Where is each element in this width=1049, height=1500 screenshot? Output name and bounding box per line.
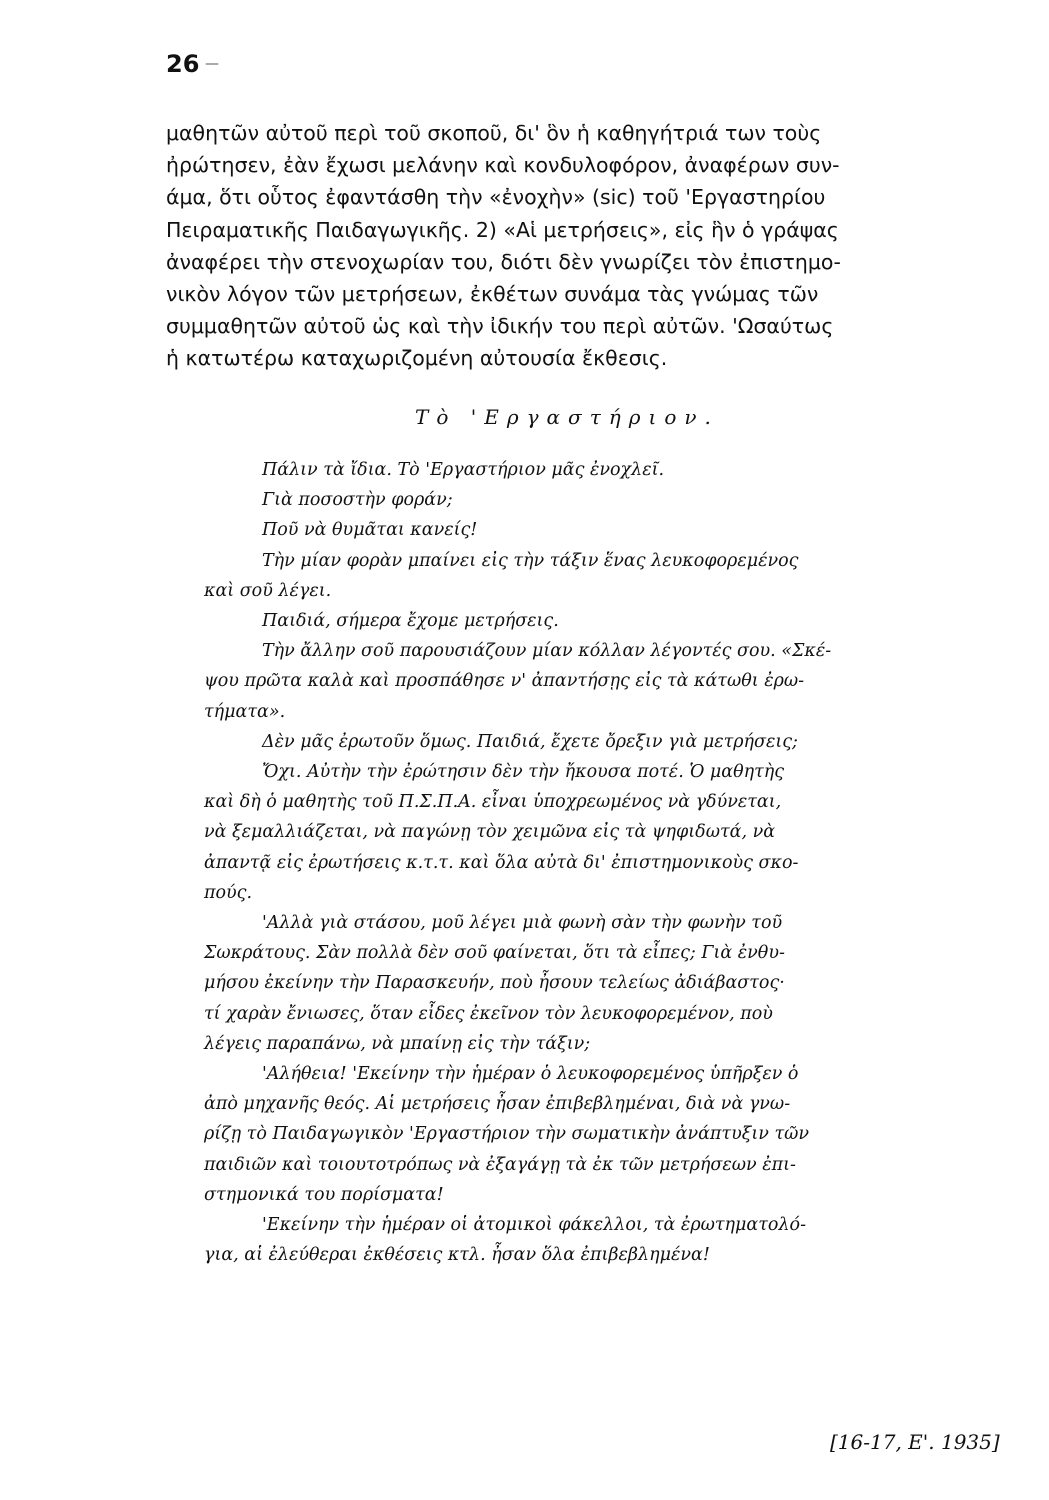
essay-line: 'Εκείνην τὴν ἡμέραν οἱ ἀτομικοὶ φάκελλοι, τὰ ἐρωτηματολό-: [262, 1215, 806, 1236]
essay-line: καὶ σοῦ λέγει.: [204, 580, 332, 601]
essay-line: ρίζῃ τὸ Παιδαγωγικὸν 'Εργαστήριον τὴν σωματικὴν ἀνάπτυξιν τῶν: [204, 1124, 810, 1145]
essay-line: ψου πρῶτα καλὰ καὶ προσπάθησε ν' ἀπαντήσῃς εἰς τὰ κάτωθι ἐρω-: [204, 671, 805, 692]
intro-line: ἠρώτησεν, ἐὰν ἔχωσι μελάνην καὶ κονδυλοφόρον, ἀναφέρων συν-: [166, 153, 840, 178]
essay-date: [16-17, Ε'. 1935]: [830, 1430, 1000, 1454]
intro-line: νικὸν λόγον τῶν μετρήσεων, ἐκθέτων συνάμα τὰς γνώμας τῶν: [166, 282, 819, 307]
essay-line: ἀπὸ μηχανῆς θεός. Αἱ μετρήσεις ἦσαν ἐπιβεβλημέναι, διὰ νὰ γνω-: [204, 1094, 791, 1115]
essay-line: Τὴν μίαν φορὰν μπαίνει εἰς τὴν τάξιν ἕνας λευκοφορεμένος: [262, 550, 799, 571]
page-dash: —: [205, 56, 219, 72]
essay-body: [204, 455, 984, 1270]
essay-line: λέγεις παραπάνω, νὰ μπαίνῃ εἰς τὴν τάξιν;: [204, 1033, 591, 1054]
essay-line: 'Αλήθεια! 'Εκείνην τὴν ἡμέραν ὁ λευκοφορεμένος ὑπῆρξεν ὁ: [262, 1064, 799, 1085]
essay-line: Σωκράτους. Σὰν πολλὰ δὲν σοῦ φαίνεται, ὅτι τὰ εἶπες; Γιὰ ἐνθυ-: [204, 943, 785, 964]
essay-line: μήσου ἐκείνην τὴν Παρασκευήν, ποὺ ἦσουν τελείως ἀδιάβαστος·: [204, 973, 785, 994]
essay-line: καὶ δὴ ὁ μαθητὴς τοῦ Π.Σ.Π.Α. εἶναι ὑποχρεωμένος νὰ γδύνεται,: [204, 792, 782, 813]
essay-line: πούς.: [204, 882, 253, 903]
intro-line: μαθητῶν αὐτοῦ περὶ τοῦ σκοποῦ, δι' ὃν ἡ καθηγήτριά των τοὺς: [166, 121, 822, 145]
intro-line: ἡ κατωτέρω καταχωριζομένη αὐτουσία ἔκθεσις.: [166, 346, 668, 371]
essay-line: τί χαρὰν ἔνιωσες, ὅταν εἶδες ἐκεῖνον τὸν λευκοφορεμένον, ποὺ: [204, 1003, 773, 1024]
essay-line: Παιδιά, σήμερα ἔχομε μετρήσεις.: [262, 611, 559, 632]
essay-line: 'Αλλὰ γιὰ στάσου, μοῦ λέγει μιὰ φωνὴ σὰν τὴν φωνὴν τοῦ: [262, 913, 783, 934]
intro-line: άμα, ὅτι οὗτος ἐφαντάσθη τὴν «ἐνοχὴν» (sic) τοῦ 'Εργαστηρίου: [166, 185, 826, 210]
essay-line: Πάλιν τὰ ἴδια. Τὸ 'Εργαστήριον μᾶς ἐνοχλεῖ.: [262, 460, 665, 480]
essay-line: για, αἱ ἐλεύθεραι ἐκθέσεις κτλ. ἦσαν ὅλα ἐπιβεβλημένα!: [204, 1245, 710, 1266]
intro-line: Πειραματικῆς Παιδαγωγικῆς. 2) «Αἱ μετρήσεις», εἰς ἣν ὁ γράψας: [166, 217, 839, 242]
essay-line: νὰ ξεμαλλιάζεται, νὰ παγώνῃ τὸν χειμῶνα εἰς τὰ ψηφιδωτά, νὰ: [204, 822, 776, 843]
essay-line: τήματα».: [204, 701, 286, 722]
essay-line: Γιὰ ποσοστὴν φοράν;: [262, 490, 453, 511]
essay-line: στημονικά του πορίσματα!: [204, 1184, 444, 1205]
essay-line: παιδιῶν καὶ τοιουτοτρόπως νὰ ἐξαγάγῃ τὰ ἐκ τῶν μετρήσεων ἐπι-: [204, 1154, 796, 1175]
page-number: 26: [166, 50, 200, 78]
essay-line: Ποῦ νὰ θυμᾶται κανείς!: [262, 520, 478, 541]
essay-title: Τὸ 'Εργαστήριον.: [415, 405, 719, 429]
essay-line: ἀπαντᾷ εἰς ἐρωτήσεις κ.τ.τ. καὶ ὅλα αὐτὰ δι' ἐπιστημονικοὺς σκο-: [204, 852, 799, 873]
intro-paragraph: [166, 117, 986, 375]
essay-line: Ὄχι. Αὐτὴν τὴν ἐρώτησιν δὲν τὴν ἤκουσα ποτέ. Ὁ μαθητὴς: [262, 762, 785, 783]
essay-line: Τὴν ἄλλην σοῦ παρουσιάζουν μίαν κόλλαν λέγοντές σου. «Σκέ-: [262, 641, 832, 662]
intro-line: ἀναφέρει τὴν στενοχωρίαν του, διότι δὲν γνωρίζει τὸν ἐπιστημο-: [166, 249, 841, 274]
essay-line: Δὲν μᾶς ἐρωτοῦν ὅμως. Παιδιά, ἔχετε ὄρεξιν γιὰ μετρήσεις;: [262, 731, 798, 752]
intro-line: συμμαθητῶν αὐτοῦ ὡς καὶ τὴν ἰδικήν του περὶ αὐτῶν. 'Ωσαύτως: [166, 314, 834, 339]
